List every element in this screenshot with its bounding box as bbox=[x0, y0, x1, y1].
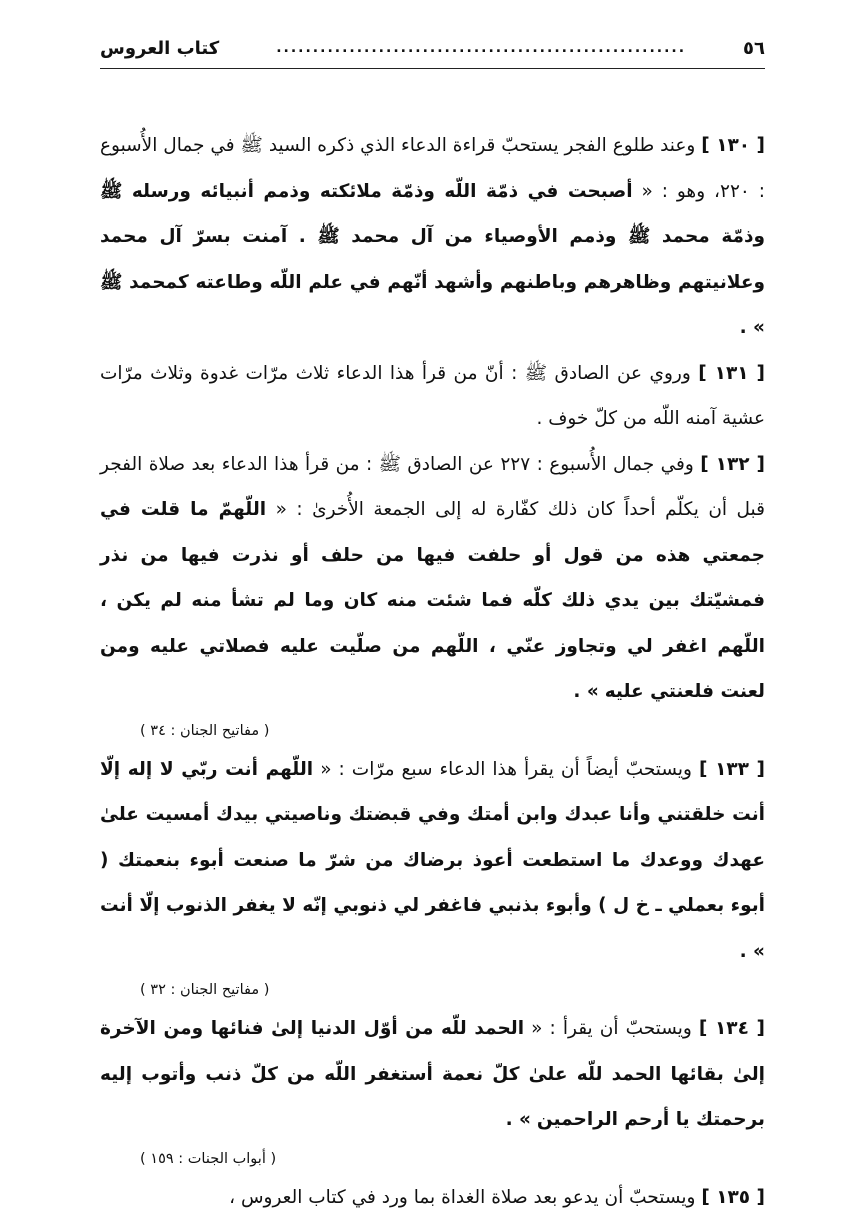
prayer-text: اللّهمّ ما قلت في جمعتي هذه من قول أو حلفت فيها من حلف أو نذرت فيها من نذر فمشيّتك بين يدي ذلك كلّه فما شئت منه كان وما لم تشأ منه لم يكن ، اللّهم اغفر لي وتجاوز عنّي ، اللّهم من صلّيت عليه فصلاتي عليه ومن لعنت فلعنتي عليه bbox=[100, 499, 765, 702]
paragraph-134 bbox=[100, 1006, 765, 1143]
paragraph-number: [ ١٣٣ ] bbox=[699, 758, 766, 780]
header-leader-dots: ........................................................ bbox=[276, 40, 687, 56]
paragraph-130 bbox=[100, 123, 765, 351]
paragraph-131 bbox=[100, 351, 765, 442]
prayer-text: اللّهم أنت ربّي لا إله إلّا أنت خلقتني وأنا عبدك وابن أمتك وفي قبضتك وناصيتي بيدك أمسيت علىٰ عهدك ووعدك ما استطعت أعوذ برضاك من شرّ ما صنعت أبوء بنعمتك ( أبوء بعملي ـ خ ل ) وأبوء بذنبي فاغفر لي ذنوبي إنّه لا يغفر الذنوب إلّا أنت bbox=[100, 758, 765, 916]
page-body bbox=[100, 123, 765, 1220]
prayer-text: الحمد للّه من أوّل الدنيا إلىٰ فنائها ومن الآخرة إلىٰ بقائها الحمد للّه علىٰ كلّ نعمة أستغفر اللّه من كلّ ذنب وأتوب إليه برحمتك يا أرحم الراحمين bbox=[100, 1018, 765, 1130]
prayer-text: أصبحت في ذمّة اللّه وذمّة ملائكته وذمم أنبيائه ورسله ﷺ وذمّة محمد ﷺ وذمم الأوصياء من آل محمد ﷺ . آمنت بسرّ آل محمد وعلانيتهم وظاهرهم وباطنهم وأشهد أنّهم في علم اللّه وطاعته كمحمد ﷺ bbox=[100, 180, 765, 293]
paragraph-text: وروي عن الصادق ﷺ : أنّ من قرأ هذا الدعاء ثلاث مرّات غدوة وثلاث مرّات عشية آمنه اللّه من كلّ خوف . bbox=[100, 362, 765, 429]
paragraph-132 bbox=[100, 442, 765, 715]
source-citation: ( مفاتيح الجنان : ٣٢ ) bbox=[140, 982, 270, 998]
closing-quote: » . bbox=[739, 940, 765, 962]
paragraph-135 bbox=[100, 1175, 765, 1221]
book-title: كتاب العروس bbox=[100, 37, 220, 59]
paragraph-lead: وفي جمال الأُسبوع : ٢٢٧ عن الصادق ﷺ : من قرأ هذا الدعاء بعد صلاة الفجر قبل أن يكلّم أحداً كان ذلك كفّارة له إلى الجمعة الأُخرىٰ : « bbox=[100, 453, 765, 520]
source-citation: ( مفاتيح الجنان : ٣٤ ) bbox=[140, 722, 270, 739]
paragraph-lead: ويستحبّ أيضاً أن يقرأ هذا الدعاء سبع مرّات : « bbox=[320, 758, 692, 780]
paragraph-133 bbox=[100, 747, 765, 975]
paragraph-number: [ ١٣٤ ] bbox=[698, 1018, 765, 1039]
paragraph-number: [ ١٣٠ ] bbox=[701, 135, 765, 156]
closing-quote: » . bbox=[505, 1109, 532, 1130]
page-number: ٥٦ bbox=[743, 37, 765, 59]
paragraph-number: [ ١٣٥ ] bbox=[701, 1186, 765, 1208]
paragraph-number: [ ١٣١ ] bbox=[698, 362, 765, 384]
paragraph-text: ويستحبّ أن يدعو بعد صلاة الغداة بما ورد في كتاب العروس ، bbox=[229, 1186, 696, 1208]
paragraph-lead: وعند طلوع الفجر يستحبّ قراءة الدعاء الذي ذكره السيد ﷺ في جمال الأُسبوع : ٢٢٠، وهو : « bbox=[100, 135, 765, 202]
book-page bbox=[100, 28, 765, 1220]
closing-quote: » . bbox=[739, 317, 765, 338]
source-citation: ( أبواب الجنات : ١٥٩ ) bbox=[140, 1150, 277, 1167]
closing-quote: » . bbox=[573, 681, 599, 702]
paragraph-lead: ويستحبّ أن يقرأ : « bbox=[531, 1018, 692, 1039]
paragraph-number: [ ١٣٢ ] bbox=[700, 453, 765, 475]
running-header bbox=[100, 28, 765, 69]
